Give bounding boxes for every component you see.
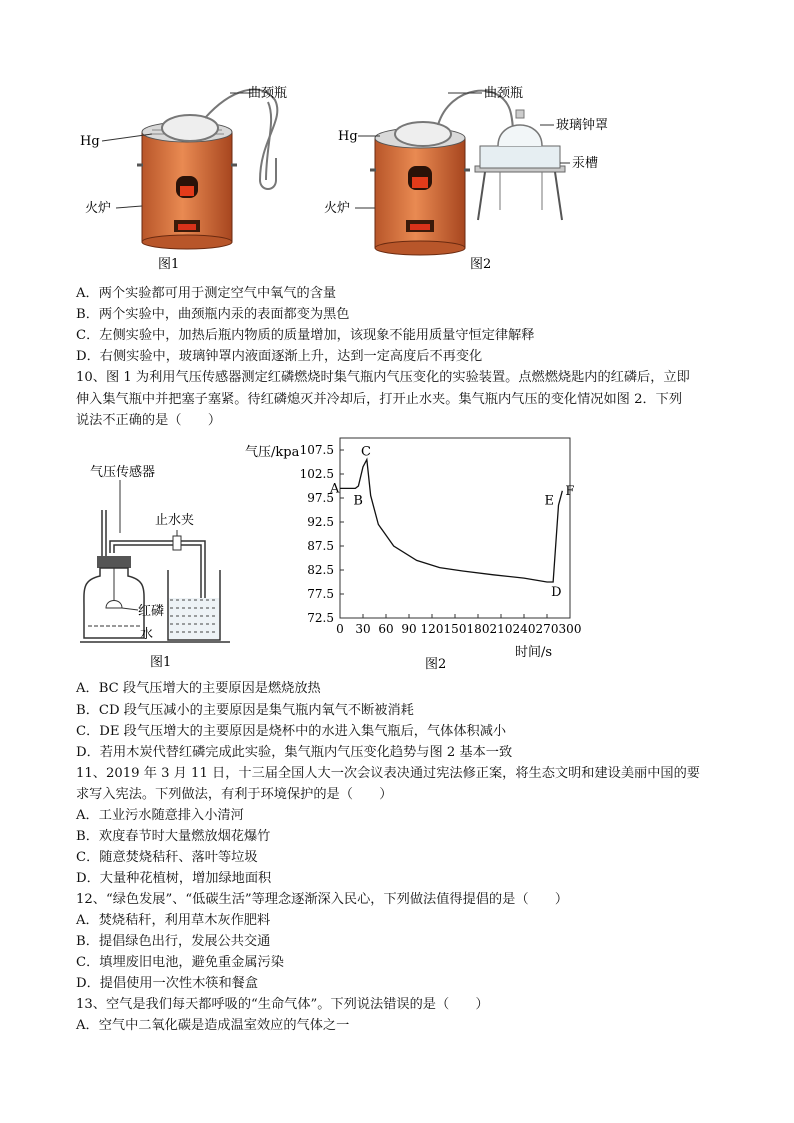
- q10-stem-line-3: 说法不正确的是（ ）: [76, 413, 222, 428]
- y-tick-label: 107.5: [299, 443, 334, 457]
- q10-apparatus-figure: [80, 458, 250, 673]
- point-label-a: A: [330, 481, 340, 497]
- q13-stem: 13、空气是我们每天都呼吸的“生命气体”。下列说法错误的是（ ）: [76, 997, 489, 1012]
- y-tick-label: 97.5: [307, 491, 334, 505]
- pressure-chart: [245, 434, 605, 674]
- fig1-flask-label: 曲颈瓶: [248, 86, 288, 101]
- y-tick-label: 82.5: [307, 563, 334, 577]
- x-tick-label: 60: [378, 622, 394, 636]
- y-tick-label: 92.5: [307, 515, 334, 529]
- q9-option-a: A．两个实验都可用于测定空气中氧气的含量: [76, 286, 337, 301]
- fig1-caption: 图1: [158, 257, 180, 272]
- point-label-f: F: [565, 483, 575, 499]
- water-label: 水: [140, 627, 154, 642]
- y-tick-label: 72.5: [307, 611, 334, 625]
- y-tick-label: 87.5: [307, 539, 334, 553]
- q12-option-c: C．填埋废旧电池，避免重金属污染: [76, 955, 284, 970]
- figure-lavoisier: [80, 80, 640, 275]
- q11-option-b: B．欢度春节时大量燃放烟花爆竹: [76, 829, 271, 844]
- mercury-trough: [475, 110, 565, 220]
- q12-stem: 12、“绿色发展”、“低碳生活”等理念逐渐深入民心，下列做法值得提倡的是（ ）: [76, 892, 569, 907]
- point-label-c: C: [361, 444, 371, 460]
- q10-fig1-caption: 图1: [150, 655, 172, 670]
- q11-option-c: C．随意焚烧秸秆、落叶等垃圾: [76, 850, 258, 865]
- q11-stem-line-2: 求写入宪法。下列做法，有利于环境保护的是（ ）: [76, 787, 393, 802]
- x-tick-label: 0: [336, 622, 344, 636]
- q11-stem-line-1: 11、2019 年 3 月 11 日，十三届全国人大一次会议表决通过宪法修正案，将生态文明和建设美丽中国的要: [76, 766, 700, 781]
- point-label-e: E: [544, 493, 554, 509]
- clamp-label: 止水夹: [155, 513, 195, 528]
- x-tick-label: 150: [443, 622, 467, 636]
- chart-caption: 图2: [425, 657, 447, 672]
- y-tick-label: 102.5: [299, 467, 334, 481]
- x-tick-label: 300: [558, 622, 582, 636]
- fig2-caption: 图2: [470, 257, 492, 272]
- fig2-bell-label: 玻璃钟罩: [556, 118, 609, 133]
- q10-stem-line-2: 伸入集气瓶中并把塞子塞紧。待红磷熄灭并冷却后，打开止水夹。集气瓶内气压的变化情况如图 2．下列: [76, 392, 683, 407]
- q11-option-d: D．大量种花植树，增加绿地面积: [76, 871, 272, 886]
- chart-xlabel: 时间/s: [515, 645, 553, 660]
- fig2-trough-label: 汞槽: [572, 156, 599, 171]
- pressure-series-line: [340, 460, 562, 582]
- q10-option-c: C．DE 段气压增大的主要原因是烧杯中的水进入集气瓶后，气体体积减小: [76, 724, 507, 739]
- q10-option-a: A．BC 段气压增大的主要原因是燃烧放热: [76, 681, 321, 696]
- chart-frame: [340, 438, 570, 618]
- fig2-flask-label: 曲颈瓶: [484, 86, 524, 101]
- point-label-b: B: [353, 493, 363, 509]
- q9-option-c: C．左侧实验中，加热后瓶内物质的质量增加，该现象不能用质量守恒定律解释: [76, 328, 535, 343]
- q12-option-b: B．提倡绿色出行，发展公共交通: [76, 934, 271, 949]
- fig1-hg-label: Hg: [80, 134, 100, 149]
- phosphorus-label: 红磷: [138, 604, 165, 619]
- x-tick-label: 120: [420, 622, 444, 636]
- q11-option-a: A．工业污水随意排入小清河: [76, 808, 244, 823]
- x-tick-label: 180: [466, 622, 490, 636]
- x-tick-label: 90: [401, 622, 417, 636]
- q9-option-b: B．两个实验中，曲颈瓶内汞的表面都变为黑色: [76, 307, 350, 322]
- q12-option-a: A．焚烧秸秆，利用草木灰作肥料: [76, 913, 271, 928]
- x-tick-label: 270: [535, 622, 559, 636]
- q10-stem-line-1: 10、图 1 为利用气压传感器测定红磷燃烧时集气瓶内气压变化的实验装置。点燃燃烧匙内的红磷后，立即: [76, 370, 690, 385]
- fig2-hg-label: Hg: [338, 129, 358, 144]
- chart-ylabel: 气压/kpa: [245, 445, 300, 460]
- q12-option-d: D．提倡使用一次性木筷和餐盒: [76, 976, 259, 991]
- y-tick-label: 77.5: [307, 587, 334, 601]
- q10-option-b: B．CD 段气压减小的主要原因是集气瓶内氧气不断被消耗: [76, 703, 414, 718]
- q13-option-a: A．空气中二氧化碳是造成温室效应的气体之一: [76, 1018, 350, 1033]
- x-tick-label: 210: [489, 622, 513, 636]
- fig2-furnace-label: 火炉: [324, 201, 351, 216]
- furnace-2: [370, 128, 470, 255]
- q9-option-d: D．右侧实验中，玻璃钟罩内液面逐渐上升，达到一定高度后不再变化: [76, 349, 483, 364]
- fig1-furnace-label: 火炉: [85, 201, 112, 216]
- sensor-label: 气压传感器: [90, 465, 156, 480]
- x-tick-label: 240: [512, 622, 536, 636]
- point-label-d: D: [551, 585, 562, 600]
- x-tick-label: 30: [355, 622, 371, 636]
- q10-option-d: D．若用木炭代替红磷完成此实验，集气瓶内气压变化趋势与图 2 基本一致: [76, 745, 513, 760]
